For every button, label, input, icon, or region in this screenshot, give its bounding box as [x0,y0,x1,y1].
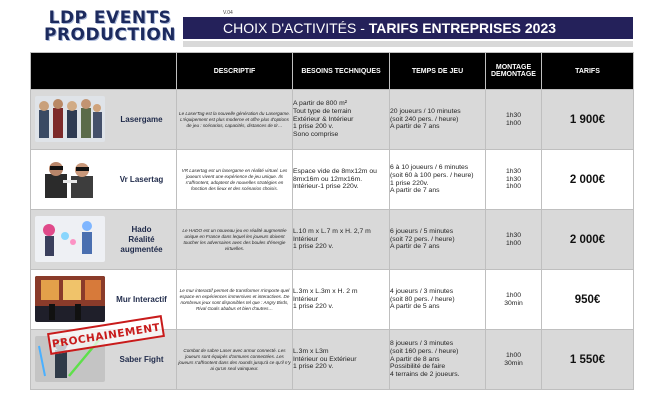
title-part-1: CHOIX D'ACTIVITÉS - [223,20,369,36]
description-cell: Le mur interactif permet de transformer n'importe quel espace en expériences immersives et interactives. De nombreux jeux sont disponibles tel que : Angry Birds, Rival Goals ababus et bien d'autres… [177,270,293,330]
lasergame-photo-icon [35,96,105,142]
price-cell: 1 550€ [542,330,634,390]
activity-name: Mur Interactif [116,294,167,304]
game-time-cell: 20 joueurs / 10 minutes (soit 240 pers. / heure) A partir de 7 ans [390,90,486,150]
game-time-cell: 6 joueurs / 5 minutes (soit 72 pers. / heure) A partir de 7 ans [390,210,486,270]
title-underline [183,41,633,47]
montage-cell: 1h00 30min [486,330,542,390]
activity-cell [31,210,177,270]
logo-line-1: LDP EVENTS [48,8,172,28]
table-header-row [31,53,634,90]
header-tech: BESOINS TECHNIQUES [293,53,390,90]
activity-cell [31,90,177,150]
description-cell: Le HADO est un nouveau jeu en réalité augmentée unique en France dans lequel les joueurs doivent toucher les adversaires avec des boules d'énergie virtuelles. [177,210,293,270]
game-time-cell: 8 joueurs / 3 minutes (soit 160 pers. / heure) A partir de 8 ans Possibilité de faire 4 terrains de 2 joueurs. [390,330,486,390]
header-montage: MONTAGE DEMONTAGE [486,53,542,90]
table-row [31,210,634,270]
tech-cell: A partir de 800 m² Tout type de terrain Extérieur & Intérieur 1 prise 200 v. Sono comprise [293,90,390,150]
activity-name: Vr Lasertag [119,174,164,184]
montage-cell: 1h00 30min [486,270,542,330]
tech-cell: L.3m x L3m Intérieur ou Extérieur 1 prise 220 v. [293,330,390,390]
montage-cell: 1h30 1h30 1h00 [486,150,542,210]
header-activity [31,53,177,90]
activity-name: Hado Réalité augmentée [120,224,163,254]
table-row [31,90,634,150]
montage-cell: 1h30 1h00 [486,210,542,270]
header-price: TARIFS [542,53,634,90]
version-label: V.04 [223,10,233,16]
hado-photo-icon [35,216,105,262]
header-description: DESCRIPTIF [177,53,293,90]
price-cell: 950€ [542,270,634,330]
logo [42,10,178,44]
description-cell: Combat de sabre Laser avec armur connecté. Les joueurs sont équipés d'armures connectées. Les joueurs s'affrontent dans des rounds jusqu'à ce qu'il n'y ai qu'un seul vainqueur. [177,330,293,390]
description-cell: Le LaserTag est la nouvelle génération du Lasergame. L'équipement est plus moderne et offre plus d'options de jeu : scénarios, capacités, distances de tir… [177,90,293,150]
page-title [183,17,633,39]
activity-name: Saber Fight [119,354,164,364]
table-row [31,150,634,210]
title-part-2: TARIFS ENTREPRISES 2023 [368,20,557,36]
prochainement-stamp: PROCHAINEMENT [47,315,165,355]
montage-cell: 1h30 1h00 [486,90,542,150]
price-cell: 2 000€ [542,210,634,270]
tech-cell: L.3m x L.3m x H. 2 m Intérieur 1 prise 220 v. [293,270,390,330]
activity-cell [31,150,177,210]
game-time-cell: 6 à 10 joueurs / 6 minutes (soit 60 à 100 pers. / heure) 1 prise 220v. A partir de 7 ans [390,150,486,210]
activity-name: Lasergame [120,114,163,124]
mur-interactif-photo-icon [35,276,105,322]
tech-cell: Espace vide de 8mx12m ou 8mx16m ou 12mx16m. Intérieur-1 prise 220v. [293,150,390,210]
header-game-time: TEMPS DE JEU [390,53,486,90]
vr-lasertag-photo-icon [35,156,105,202]
tech-cell: L.10 m x L.7 m x H. 2,7 m Intérieur 1 prise 220 v. [293,210,390,270]
game-time-cell: 4 joueurs / 3 minutes (soit 80 pers. / heure) A partir de 5 ans [390,270,486,330]
price-cell: 1 900€ [542,90,634,150]
price-cell: 2 000€ [542,150,634,210]
logo-line-2: PRODUCTION [44,25,176,45]
description-cell: VR Lasertag est un lasergame en réalité virtuel. Les joueurs vivent une expérience de jeu unique. Ils s'affrontent, adoptent de nouvelles stratégies en fonction des lieux et des scénarios choisis. [177,150,293,210]
